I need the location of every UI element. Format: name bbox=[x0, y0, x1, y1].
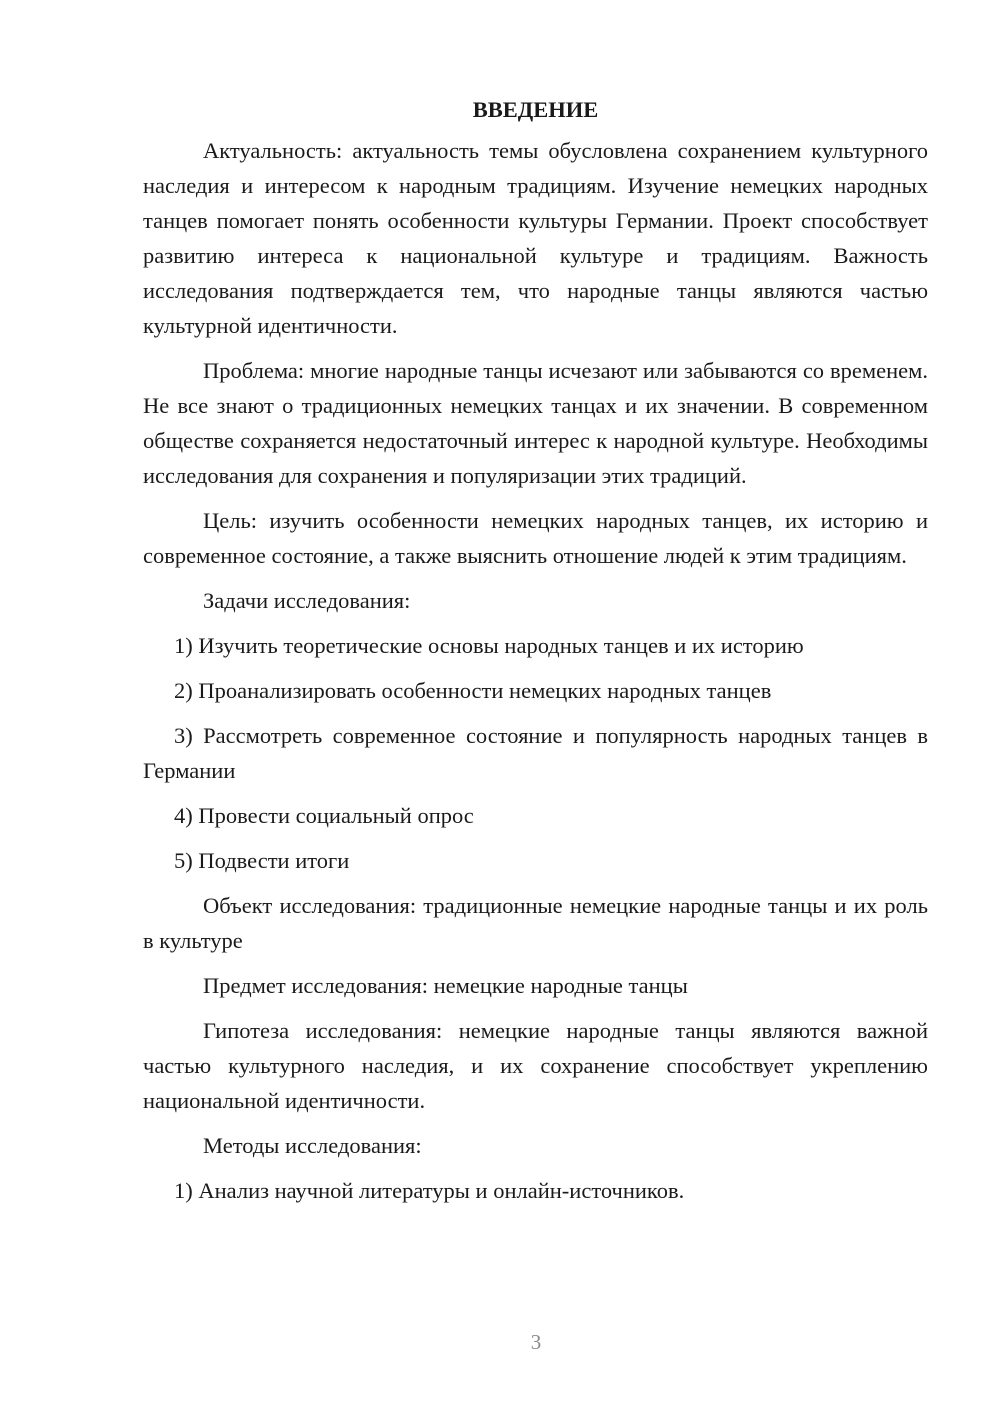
page-number: 3 bbox=[530, 1330, 542, 1354]
paragraph-object: Объект исследования: традиционные немецкие народные танцы и их роль в культуре bbox=[143, 893, 928, 953]
task-item-2: 2) Проанализировать особенности немецких народных танцев bbox=[174, 678, 772, 703]
section-title: ВВЕДЕНИЕ bbox=[472, 97, 599, 122]
task-item-3: 3) Рассмотреть современное состояние и популярность народных танцев в Германии bbox=[143, 723, 928, 783]
tasks-heading: Задачи исследования: bbox=[203, 588, 411, 613]
page-content bbox=[143, 92, 928, 1218]
paragraph-relevance: Актуальность: актуальность темы обусловлена сохранением культурного наследия и интересом к народным традициям. Изучение немецких народных танцев помогает понять особенности культуры Германии. Проект способствует развитию интереса к национальной культуре и традициям. Важность исследования подтверждается тем, что народные танцы являются частью культурной идентичности. bbox=[143, 138, 928, 338]
task-item-5: 5) Подвести итоги bbox=[174, 848, 350, 873]
method-item-1: 1) Анализ научной литературы и онлайн-источников. bbox=[174, 1178, 685, 1203]
paragraph-subject: Предмет исследования: немецкие народные танцы bbox=[203, 973, 688, 998]
task-item-1: 1) Изучить теоретические основы народных танцев и их историю bbox=[174, 633, 804, 658]
paragraph-problem: Проблема: многие народные танцы исчезают или забываются со временем. Не все знают о традиционных немецких танцах и их значении. В современном обществе сохраняется недостаточный интерес к народной культуре. Необходимы исследования для сохранения и популяризации этих традиций. bbox=[143, 358, 928, 488]
task-item-4: 4) Провести социальный опрос bbox=[174, 803, 474, 828]
paragraph-hypothesis: Гипотеза исследования: немецкие народные танцы являются важной частью культурного наследия, и их сохранение способствует укреплению национальной идентичности. bbox=[143, 1018, 928, 1113]
paragraph-goal: Цель: изучить особенности немецких народных танцев, их историю и современное состояние, а также выяснить отношение людей к этим традициям. bbox=[143, 508, 928, 568]
methods-heading: Методы исследования: bbox=[203, 1133, 422, 1158]
